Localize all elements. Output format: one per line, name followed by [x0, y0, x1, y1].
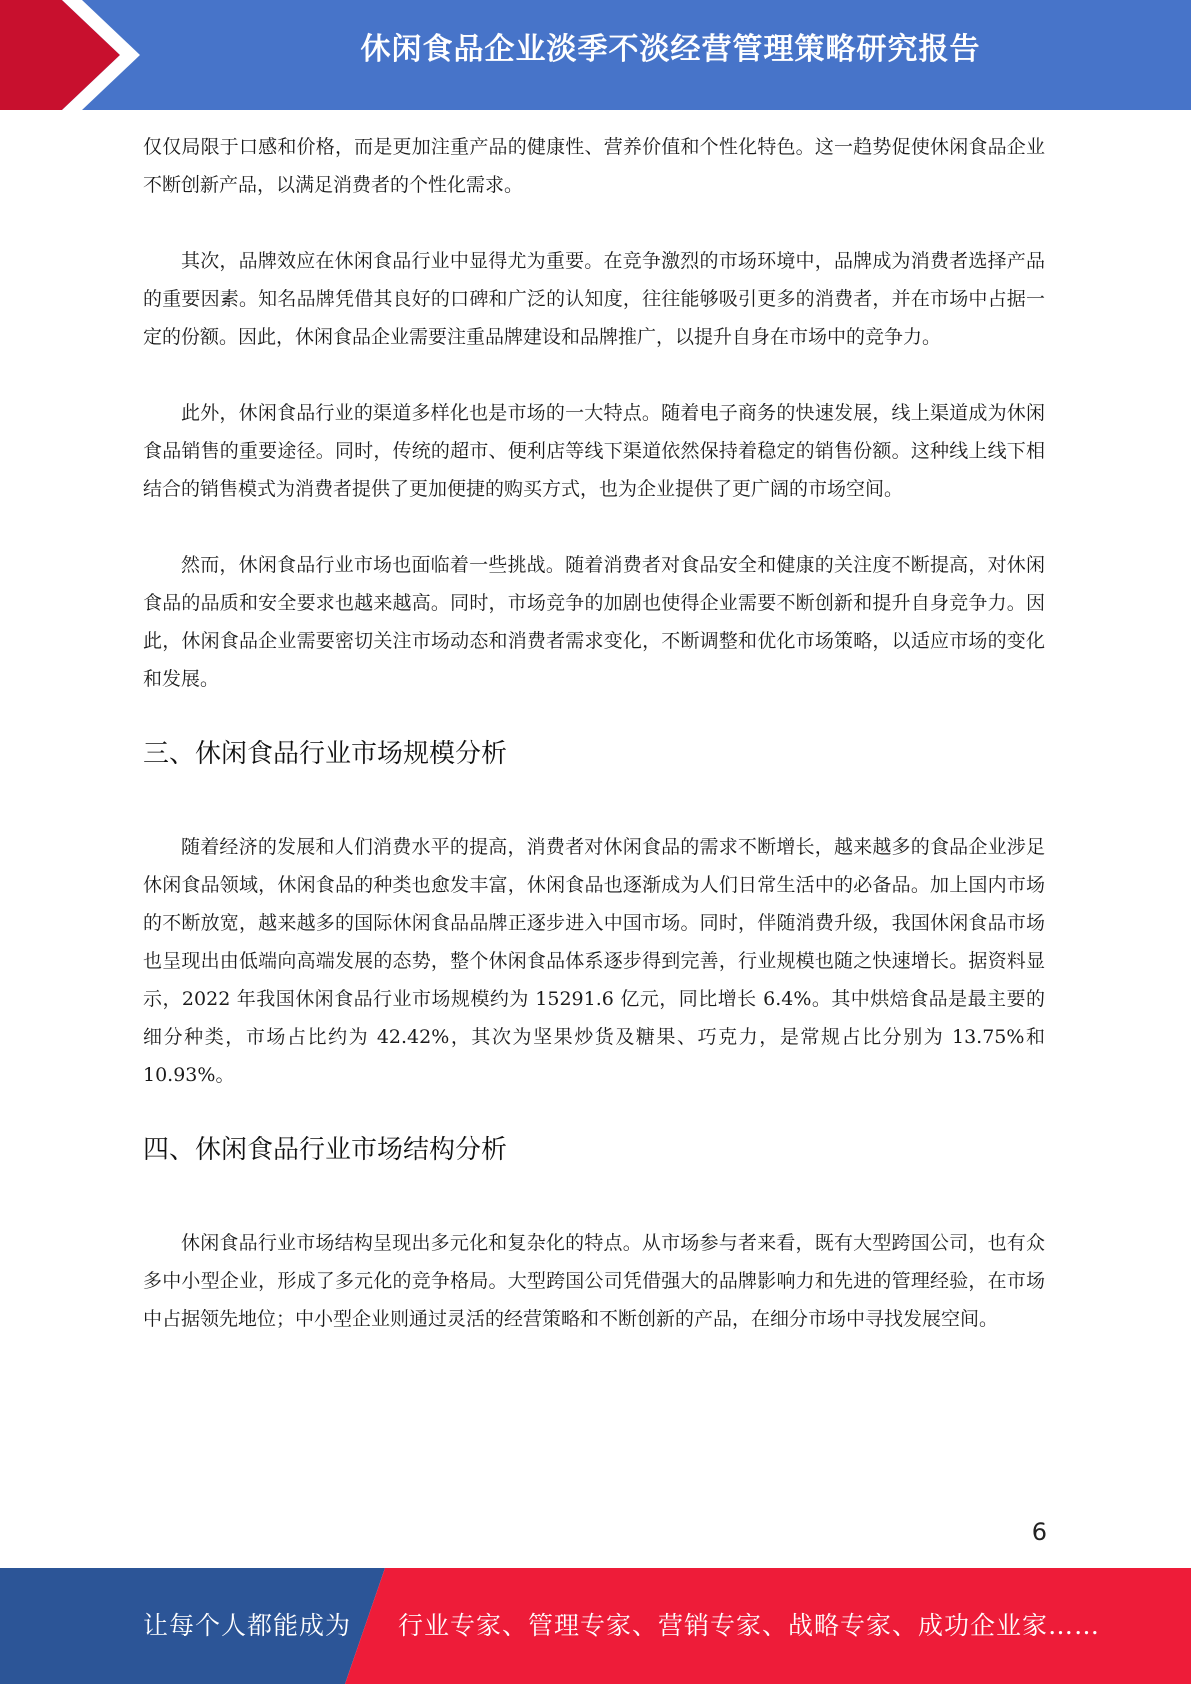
page-content	[143, 128, 1045, 1338]
header-arrow-decoration	[0, 0, 160, 110]
header-banner	[0, 0, 1191, 110]
paragraph-continued: 仅仅局限于口感和价格，而是更加注重产品的健康性、营养价值和个性化特色。这一趋势促使休闲食品企业不断创新产品，以满足消费者的个性化需求。	[143, 136, 1045, 196]
paragraph-challenges: 然而，休闲食品行业市场也面临着一些挑战。随着消费者对食品安全和健康的关注度不断提高，对休闲食品的品质和安全要求也越来越高。同时，市场竞争的加剧也使得企业需要不断创新和提升自身竞争力。因此，休闲食品企业需要密切关注市场动态和消费者需求变化，不断调整和优化市场策略，以适应市场的变化和发展。	[143, 554, 1045, 690]
page-number: 6	[1031, 1518, 1047, 1546]
footer-banner	[0, 1568, 1191, 1684]
document-title: 休闲食品企业淡季不淡经营管理策略研究报告	[360, 32, 981, 67]
paragraph-brand-effect: 其次，品牌效应在休闲食品行业中显得尤为重要。在竞争激烈的市场环境中，品牌成为消费者选择产品的重要因素。知名品牌凭借其良好的口碑和广泛的认知度，往往能够吸引更多的消费者，并在市场中占据一定的份额。因此，休闲食品企业需要注重品牌建设和品牌推广，以提升自身在市场中的竞争力。	[143, 250, 1045, 348]
section-heading-market-size: 三、休闲食品行业市场规模分析	[143, 739, 508, 769]
footer-slogan-right: 行业专家、管理专家、营销专家、战略专家、成功企业家……	[398, 1611, 1101, 1640]
section-heading-market-structure: 四、休闲食品行业市场结构分析	[143, 1135, 508, 1165]
paragraph-channels: 此外，休闲食品行业的渠道多样化也是市场的一大特点。随着电子商务的快速发展，线上渠道成为休闲食品销售的重要途径。同时，传统的超市、便利店等线下渠道依然保持着稳定的销售份额。这种线上线下相结合的销售模式为消费者提供了更加便捷的购买方式，也为企业提供了更广阔的市场空间。	[143, 402, 1045, 500]
footer-slogan-left: 让每个人都能成为	[143, 1611, 352, 1640]
paragraph-market-structure: 休闲食品行业市场结构呈现出多元化和复杂化的特点。从市场参与者来看，既有大型跨国公司，也有众多中小型企业，形成了多元化的竞争格局。大型跨国公司凭借强大的品牌影响力和先进的管理经验，在市场中占据领先地位；中小型企业则通过灵活的经营策略和不断创新的产品，在细分市场中寻找发展空间。	[143, 1232, 1045, 1330]
paragraph-market-size: 随着经济的发展和人们消费水平的提高，消费者对休闲食品的需求不断增长，越来越多的食品企业涉足休闲食品领域，休闲食品的种类也愈发丰富，休闲食品也逐渐成为人们日常生活中的必备品。加上国内市场的不断放宽，越来越多的国际休闲食品品牌正逐步进入中国市场。同时，伴随消费升级，我国休闲食品市场也呈现出由低端向高端发展的态势，整个休闲食品体系逐步得到完善，行业规模也随之快速增长。据资料显示，2022 年我国休闲食品行业市场规模约为 15291.6 亿元，同比增长 6.4%。其中烘焙食品是最主要的细分种类，市场占比约为 42.42%，其次为坚果炒货及糖果、巧克力，是常规占比分别为 13.75%和 10.93%。	[143, 836, 1045, 1086]
